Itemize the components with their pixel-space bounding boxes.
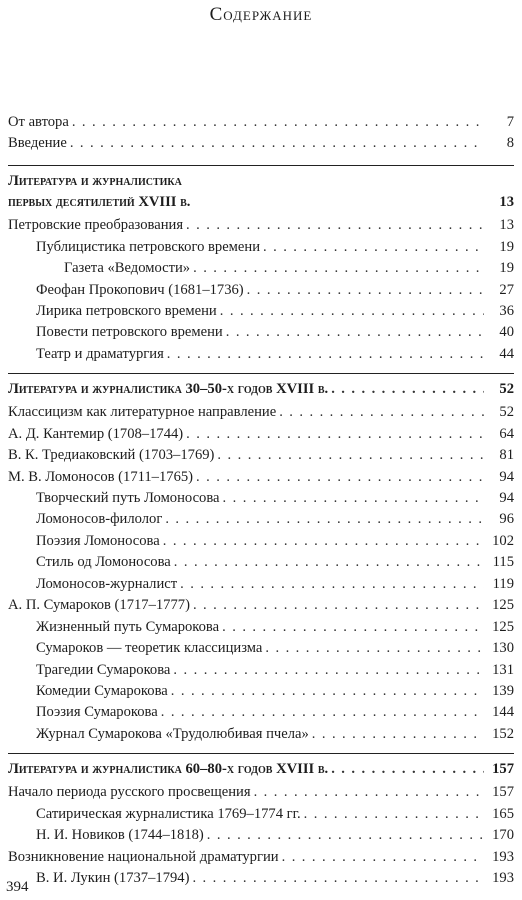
toc-entry [8,662,514,678]
toc-entry-title: Стиль од Ломоносова [36,554,171,571]
section-3 [8,761,514,886]
leader-dots [222,619,484,635]
toc-entry-page: 27 [499,281,514,298]
toc-entry-page: 130 [492,640,514,657]
section-1-heading-line1: Литература и журналистика [8,173,182,190]
toc-entry-page: 119 [492,575,514,592]
toc-entry [8,806,514,822]
toc-entry [8,576,514,592]
leader-dots [173,662,484,678]
toc-entry-page: 52 [499,404,514,421]
leader-dots [312,726,484,742]
toc-entry-title: Газета «Ведомости» [64,260,191,277]
toc-entry [8,260,514,276]
toc-entry [8,597,514,613]
section-2 [8,381,514,742]
leader-dots [223,490,484,506]
toc-entry-title: Сатирическая журналистика 1769–1774 гг. [36,805,301,822]
section-1-heading-line2: первых десятилетий XVIII в. [8,194,191,211]
leader-dots [186,426,484,442]
toc-entry-page: 19 [499,238,514,255]
toc-entry [8,282,514,298]
section-2-heading-text: Литература и журналистика 30–50-х годов XVIII в. [8,381,329,398]
toc-entry-title: Лирика петровского времени [36,302,217,319]
toc-entry [8,324,514,340]
leader-dots [171,683,484,699]
page-title: Содержание [209,4,313,25]
toc-entry-page: 64 [499,425,514,442]
leader-dots [282,849,484,865]
toc-entry-page: 144 [492,704,514,721]
section-3-page: 157 [492,761,514,778]
toc-entry-page: 157 [492,784,514,801]
toc-entry [8,533,514,549]
leader-dots [180,576,484,592]
leader-dots [254,784,484,800]
toc-entry-title: А. Д. Кантемир (1708–1744) [8,425,184,442]
toc-entry-page: 44 [499,345,514,362]
toc-entry-page: 193 [492,870,514,887]
toc-entry-title: Петровские преобразования [8,217,184,234]
leader-dots [263,239,484,255]
toc-entry-title: Ломоносов-филолог [36,511,163,528]
toc-entry-page: 152 [492,725,514,742]
toc-entry-page: 193 [492,848,514,865]
toc-entry-title: Комедии Сумарокова [36,682,168,699]
section-3-heading-text: Литература и журналистика 60–80-х годов XVIII в. [8,761,329,778]
section-3-heading [8,761,514,777]
leader-dots [331,761,484,777]
toc-entry [8,640,514,656]
table-of-contents [8,114,514,892]
toc-entry-title: В. И. Лукин (1737–1794) [36,870,190,887]
section-1-heading [8,173,514,210]
toc-entry-page: 125 [492,597,514,614]
leader-dots [165,511,484,527]
toc-entry [8,683,514,699]
leader-dots [186,217,484,233]
toc-entry [8,346,514,362]
toc-entry [8,239,514,255]
toc-entry-title: Феофан Прокопович (1681–1736) [36,281,244,298]
section-2-page: 52 [499,381,514,398]
toc-entry-page: 165 [492,805,514,822]
toc-entry-title: Публицистика петровского времени [36,238,261,255]
toc-entry-page: 19 [499,260,514,277]
toc-entry-title: А. П. Сумароков (1717–1777) [8,597,190,614]
section-2-heading [8,381,514,397]
toc-entry-title: От автора [8,114,69,130]
toc-entry-title: Трагедии Сумарокова [36,661,171,678]
toc-entry-page: 40 [499,324,514,341]
toc-entry-page: 131 [492,661,514,678]
toc-entry [8,704,514,720]
toc-entry-page: 13 [499,217,514,234]
leader-dots [193,260,484,276]
page-number: 394 [6,879,29,895]
toc-entry-page: 139 [492,682,514,699]
toc-entry [8,426,514,442]
toc-entry-page: 81 [499,447,514,464]
toc-entry-title: Поэзия Ломоносова [36,532,160,549]
toc-entry [8,784,514,800]
leader-dots [247,282,484,298]
leader-dots [193,597,484,613]
toc-entry-title: В. К. Тредиаковский (1703–1769) [8,447,215,464]
toc-entry-title: Возникновение национальной драматургии [8,848,279,865]
toc-entry-page: 36 [499,302,514,319]
toc-entry [8,554,514,570]
toc-entry-page: 96 [499,511,514,528]
leader-dots [196,469,484,485]
toc-entry-title: Театр и драматургия [36,345,164,362]
section-1-page: 13 [499,194,514,211]
toc-entry [8,619,514,635]
toc-entry [8,135,514,151]
leader-dots [192,870,484,886]
leader-dots [217,447,484,463]
leader-dots [72,114,484,130]
toc-entry [8,511,514,527]
toc-entry-title: Поэзия Сумарокова [36,704,158,721]
toc-entry [8,404,514,420]
leader-dots [304,806,484,822]
toc-entry [8,469,514,485]
toc-entry-page: 102 [492,532,514,549]
toc-entry [8,849,514,865]
leader-dots [163,533,484,549]
toc-entry [8,114,514,130]
toc-entry-page: 94 [499,468,514,485]
toc-entry-title: Введение [8,135,67,152]
toc-entry [8,447,514,463]
toc-entry-title: Начало периода русского просвещения [8,784,251,801]
toc-entry [8,726,514,742]
leader-dots [174,554,484,570]
toc-entry-page: 170 [492,827,514,844]
section-1 [8,173,514,362]
leader-dots [161,704,484,720]
toc-entry [8,217,514,233]
leader-dots [167,346,484,362]
toc-entry-title: Повести петровского времени [36,324,223,341]
toc-entry-title: Сумароков — теоретик классицизма [36,640,263,657]
toc-entry [8,827,514,843]
toc-entry-page: 125 [492,618,514,635]
leader-dots [279,404,484,420]
toc-entry-title: Н. И. Новиков (1744–1818) [36,827,204,844]
toc-entry-title: Творческий путь Ломоносова [36,490,220,507]
leader-dots [331,381,484,397]
toc-entry-title: Ломоносов-журналист [36,575,178,592]
toc-entry-title: Классицизм как литературное направление [8,404,277,421]
leader-dots [220,303,484,319]
toc-entry [8,490,514,506]
toc-entry [8,870,514,886]
toc-entry-page: 7 [506,114,514,130]
toc-entry-title: Жизненный путь Сумарокова [36,618,220,635]
front-matter-list [8,114,514,151]
toc-entry-title: М. В. Ломоносов (1711–1765) [8,468,194,485]
leader-dots [226,324,484,340]
leader-dots [70,135,484,151]
toc-entry-page: 94 [499,490,514,507]
leader-dots [207,827,484,843]
toc-entry-page: 115 [492,554,514,571]
toc-entry [8,303,514,319]
leader-dots [265,640,484,656]
toc-entry-page: 8 [506,135,514,152]
toc-entry-title: Журнал Сумарокова «Трудолюбивая пчела» [36,725,309,742]
